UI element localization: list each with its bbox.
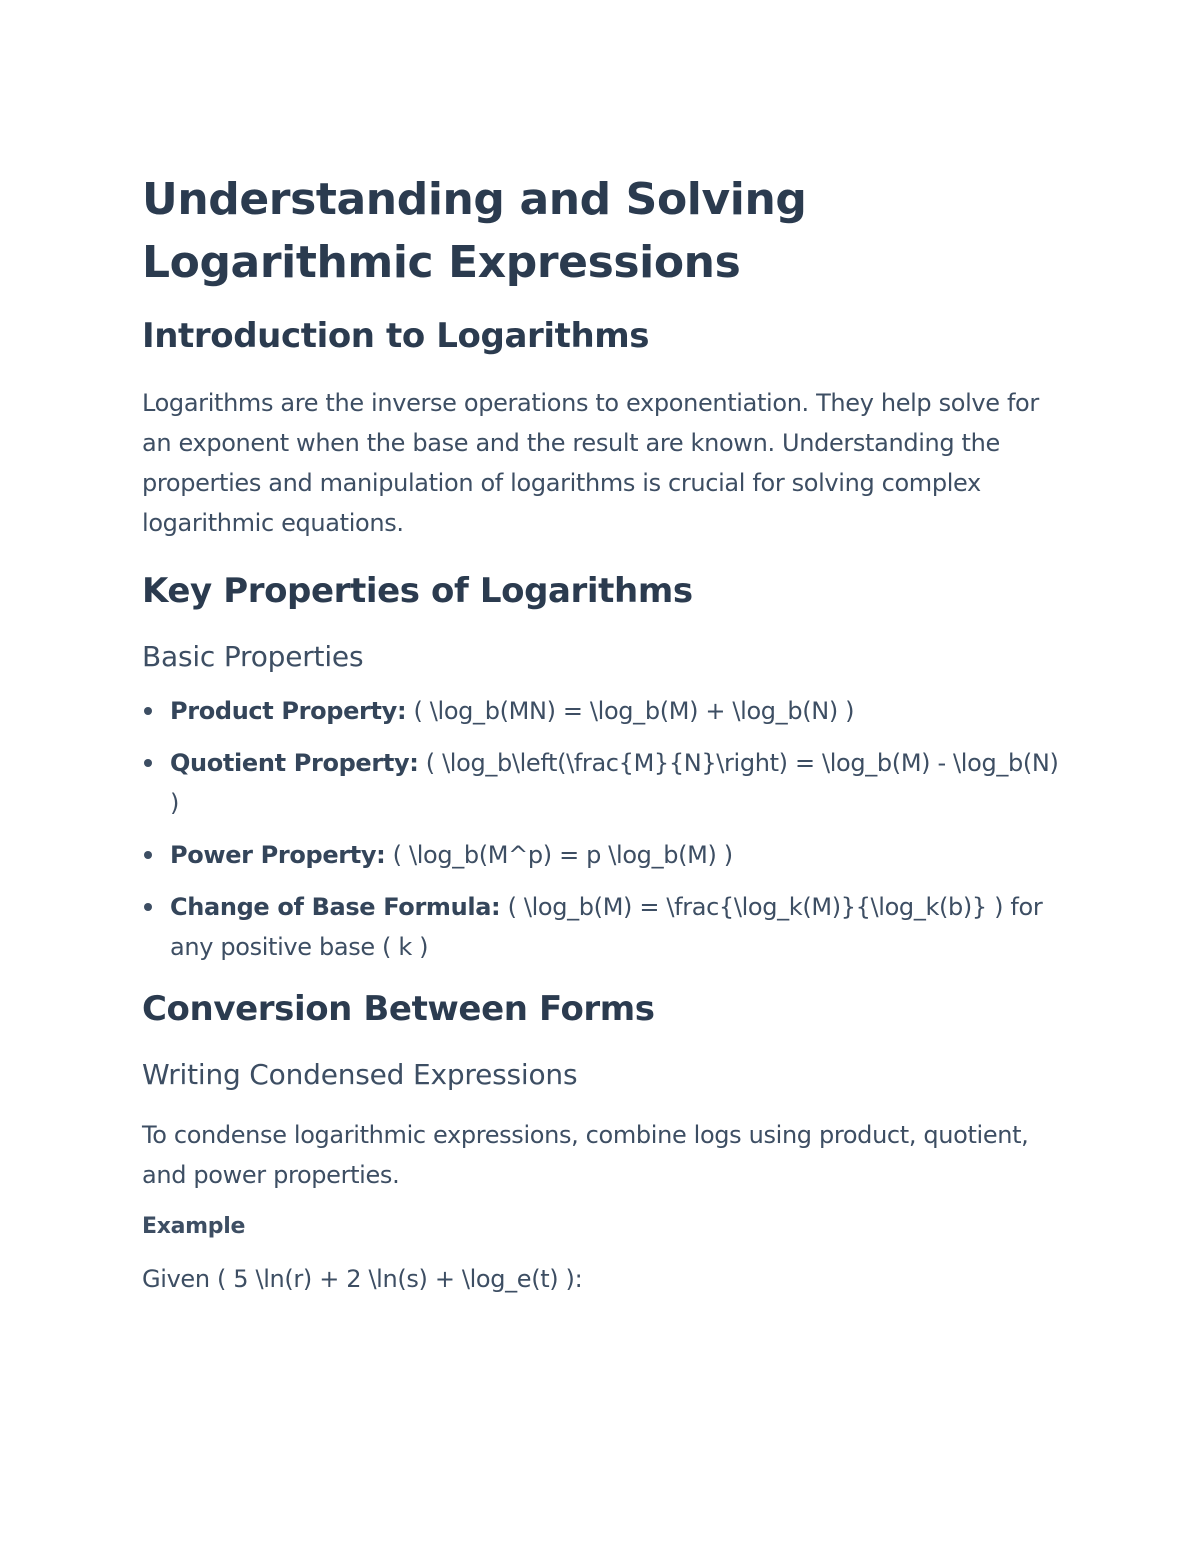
bullet-icon	[144, 851, 152, 859]
bullet-icon	[144, 903, 152, 911]
property-formula: ( \log_b(M^p) = p \log_b(M) )	[385, 841, 733, 869]
conversion-paragraph: To condense logarithmic expressions, combine logs using product, quotient, and power properties.	[142, 1121, 1029, 1189]
properties-list	[142, 691, 1072, 967]
property-formula: ( \log_b(M) = \frac{\log_k(M)}{\log_k(b)} ) for any positive base ( k )	[170, 893, 1043, 961]
document-page	[142, 168, 1072, 1299]
document-title: Understanding and Solving Logarithmic Expressions	[142, 174, 807, 288]
property-formula: ( \log_b\left(\frac{M}{N}\right) = \log_b(M) - \log_b(N) )	[170, 749, 1059, 817]
intro-paragraph: Logarithms are the inverse operations to exponentiation. They help solve for an exponent when the base and the result are known. Understanding the properties and manipulation of logarithms is crucial for solving complex logarithmic equations.	[142, 389, 1039, 537]
properties-heading: Key Properties of Logarithms	[142, 571, 693, 611]
basic-properties-subheading: Basic Properties	[142, 640, 364, 673]
example-text: Given ( 5 \ln(r) + 2 \ln(s) + \log_e(t) ):	[142, 1265, 583, 1293]
list-item	[142, 887, 1072, 967]
property-label: Quotient Property:	[170, 749, 419, 777]
bullet-icon	[144, 759, 152, 767]
list-item	[142, 691, 1072, 731]
condensed-subheading: Writing Condensed Expressions	[142, 1058, 578, 1091]
property-label: Power Property:	[170, 841, 386, 869]
example-heading: Example	[142, 1214, 246, 1239]
property-formula: ( \log_b(MN) = \log_b(M) + \log_b(N) )	[406, 697, 855, 725]
list-item	[142, 743, 1072, 823]
conversion-heading: Conversion Between Forms	[142, 989, 655, 1029]
property-label: Change of Base Formula:	[170, 893, 501, 921]
property-label: Product Property:	[170, 697, 407, 725]
intro-heading: Introduction to Logarithms	[142, 316, 650, 356]
bullet-icon	[144, 707, 152, 715]
list-item	[142, 835, 1072, 875]
